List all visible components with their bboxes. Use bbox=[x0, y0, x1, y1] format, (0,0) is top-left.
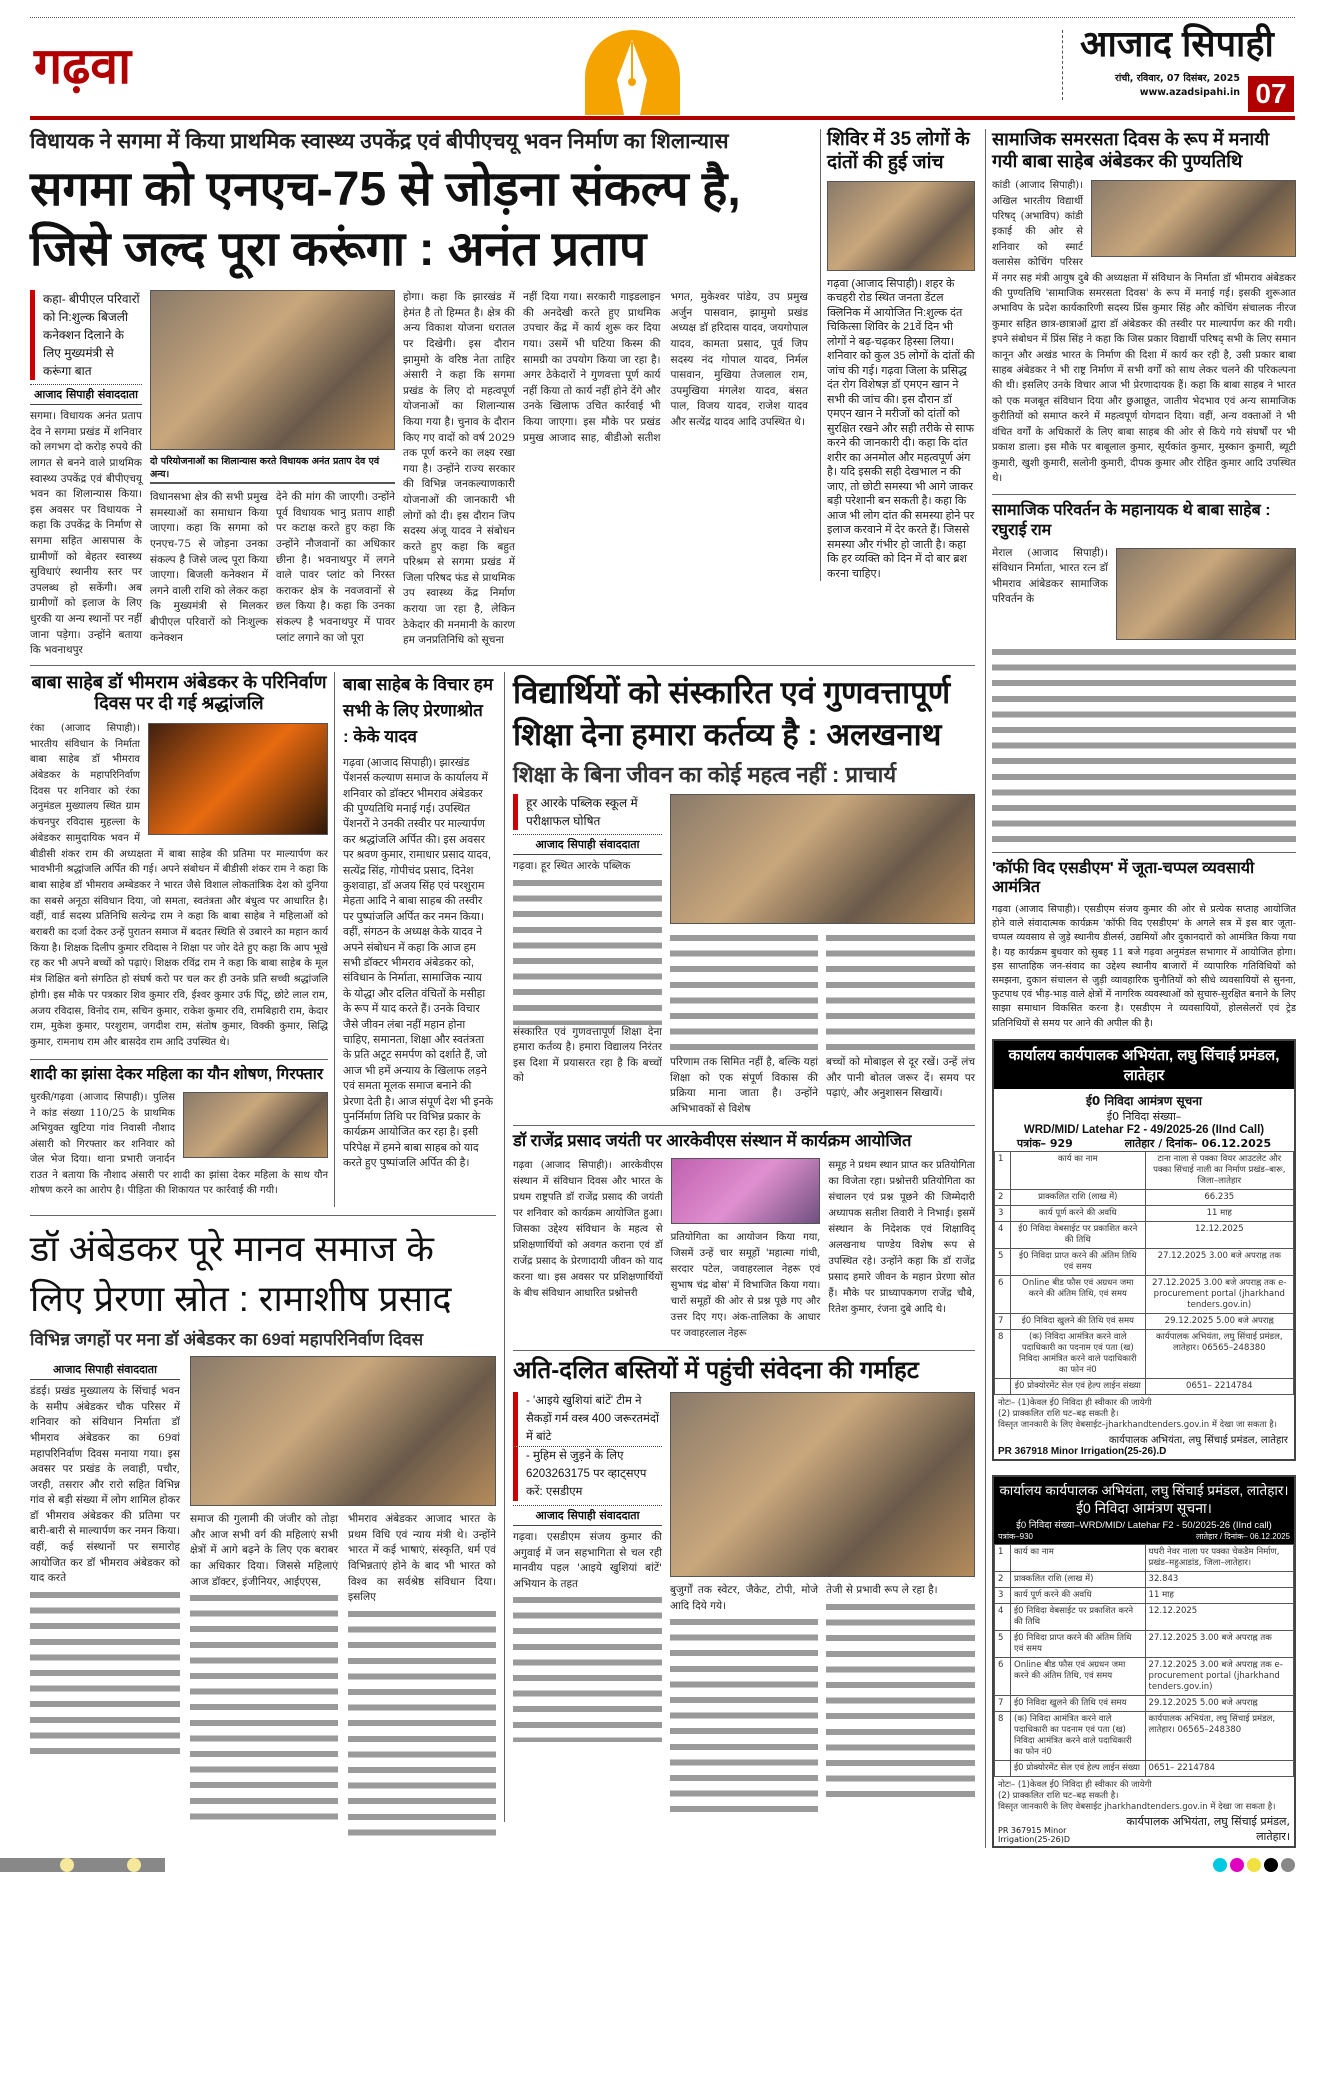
lead-headline: सगमा को एनएच-75 से जोड़ना संकल्प है, जिसे जल्द पूरा करूंगा : अनंत प्रताप bbox=[30, 163, 741, 277]
tender-cell: 66.235 bbox=[1145, 1189, 1293, 1205]
coffee-story bbox=[992, 852, 1296, 1031]
tender1-signatory: कार्यपालक अभियंता, लघु सिंचाई प्रमंडल, लातेहार bbox=[1108, 1434, 1288, 1446]
tender-cell: 27.12.2025 3.00 बजे अपराह्न तक bbox=[1145, 1248, 1293, 1275]
samrasta-text: कांडी (आजाद सिपाही)। अखिल भारतीय विद्यार्थी परिषद् (अभाविप) कांडी इकाई की ओर से शनिवार को स्मार्ट क्लासेस कोचिंग परिसर में नगर सह मंत्री आयुष दुबे की अध्यक्षता में संविधान के निर्माता डॉ भीमराव अंबेडकर की पुण्यतिथि 'सामाजिक समरसता दिवस' के रूप में मनाई गई। इसकी शुरूआत अभाविप के प्रदेश कार्यकारिणी सदस्य प्रिंस कुमार सिंह और कोचिंग संचालक नीरज कुमार सहित छात्र-छात्राओं द्वारा डॉ अंबेडकर की तस्वीर पर माल्यार्पण कर की गयी। इपने संबोधन में प्रिंस सिंह ने कहा कि जिस प्रकार विद्यार्थी परिषद् सभी के लिए समान कानून और अखंड भारत के निर्माण की दिशा में कार्य कर रही है, उसी प्रकार बाबा साहब अंबेडकर ने भी राष्ट्र निर्माण में सभी वर्गों को साथ लेकर चलने की परिकल्पना की थी। इसलिए उनके विचार आज भी प्रेरणादायक हैं। कहा कि बाबा साहब ने भारत को एक मजबूत संविधान दिया और छुआछूत, जातीय भेदभाव एवं अन्य सामाजिक कुरीतियों को समाप्त करने में महत्वपूर्ण योगदान दिया। वहीं, अन्य वक्ताओं ने भी वंचित वर्गों के अधिकारों के लिए बाबा साहब की ओर से किये गये संघर्षों पर भी प्रकाश डाला। इस मौके पर बाबूलाल कुमार, सूर्यकांत कुमार, मुस्कान कुमारी, ब्यूटी कुमारी, खुशी कुमारी, सलोनी कुमारी, दीपक कुमार और रोहित कुमार आदि उपस्थित थे। bbox=[992, 180, 1296, 484]
rajendra-body-2: प्रतियोगिता का आयोजन किया गया, जिसमें उन्हें चार समूहों 'महात्मा गांधी, सरदार पटेल, जवाहरलाल नेहरू एवं सुभाष चंद्र बोस' में विभाजित किया गया। चारों समूहों की ओर से प्रश्न पूछे गए और उत्तर दिए गए। अंक-तालिका के आधार पर जवाहरलाल नेहरू bbox=[670, 1232, 821, 1340]
tender-cell: 12.12.2025 bbox=[1145, 1603, 1293, 1630]
tender1-letter: पत्रांक– 929 bbox=[1016, 1136, 1073, 1150]
tender-row bbox=[995, 1657, 1294, 1695]
tender-ad-2 bbox=[992, 1475, 1296, 1848]
tender-row bbox=[995, 1275, 1294, 1313]
tender-cell: (क) निविदा आमंत्रित करने वाले पदाधिकारी का पदनाम एवं पता (ख) निविदा आमंत्रित करने वाले पदाधिकारी का फोन नं0 bbox=[1011, 1329, 1146, 1378]
ramashish-story bbox=[30, 1215, 496, 1836]
tender-row bbox=[995, 1711, 1294, 1760]
tender-row bbox=[995, 1603, 1294, 1630]
registration-bar bbox=[0, 1858, 165, 1872]
tender-row bbox=[995, 1151, 1294, 1189]
second-row bbox=[30, 666, 975, 1836]
dateline: रांची, रविवार, 07 दिसंबर, 2025 bbox=[1114, 73, 1240, 84]
ramashish-col2-text: समाज की गुलामी की जंजीर को तोड़ा और आज सभी वर्ग की महिलाएं सभी क्षेत्रों में आगे बढ़ने के लिए एक बराबर का अधिकार दिया। जिससे महिलाएं आज डॉक्टर, इंजीनियर, आईएएस, bbox=[190, 1513, 338, 1588]
ramashish-columns bbox=[30, 1356, 496, 1836]
tender-note: नोटः– (1)केवल ई0 निविदा ही स्वीकार की जायेगी bbox=[998, 1397, 1152, 1408]
masthead-divider bbox=[1062, 30, 1063, 100]
tender-note: (2) प्राक्कलित राशि घट–बढ़ सकती है। bbox=[998, 1790, 1119, 1801]
lead-subcolumns bbox=[150, 490, 395, 646]
tender-row bbox=[995, 1378, 1294, 1394]
ramashish-col3 bbox=[348, 1512, 496, 1836]
school-body-continued bbox=[513, 875, 662, 1025]
ramashish-body-continued bbox=[30, 1587, 180, 1757]
samrasta-body bbox=[992, 178, 1296, 486]
rajendra-col2 bbox=[671, 1158, 821, 1342]
tender-note: नोटः– (1)केवल ई0 निविदा ही स्वीकार की जायेगी bbox=[998, 1779, 1152, 1790]
tender-note: (2) प्राक्कलित राशि घट–बढ़ सकती है। bbox=[998, 1408, 1119, 1419]
ramashish-col2 bbox=[190, 1512, 338, 1820]
atidalit-col2-text: बुजुर्गों तक स्वेटर, जैकेट, टोपी, मोजे आदि दिये गये। bbox=[670, 1584, 818, 1612]
tender-cell: कार्य का नाम bbox=[1011, 1544, 1146, 1571]
raghurai-photo bbox=[1116, 548, 1296, 640]
tender-row bbox=[995, 1221, 1294, 1248]
atidalit-body-continued bbox=[513, 1592, 662, 1742]
school-subheadline: शिक्षा के बिना जीवन का कोई महत्व नहीं : प्राचार्य bbox=[513, 761, 897, 787]
tender-cell: 7 bbox=[995, 1313, 1011, 1329]
ramashish-col3-text: भीमराव अंबेडकर आजाद भारत के प्रथम विधि एवं न्याय मंत्री थे। उन्होंने भारत में कई भाषाएं, संस्कृति, धर्म एवं विभिन्नताएं होने के बाद भी भारत को विश्व का सर्वश्रेष्ठ संविधान दिया। इसलिए bbox=[348, 1513, 496, 1604]
right-column bbox=[985, 129, 1296, 1848]
shraddhanjali-body bbox=[30, 721, 328, 1051]
raghurai-headline: सामाजिक परिवर्तन के महानायक थे बाबा साहेब : रघुराई राम bbox=[992, 502, 1271, 539]
atidalit-body: गढ़वा। एसडीएम संजय कुमार की अगुवाई में जन सहभागिता से चल रही मानवीय पहल 'आइये खुशियां बांटें' अभियान के तहत bbox=[513, 1531, 662, 1590]
masthead-meta bbox=[1070, 72, 1240, 100]
raghurai-text: मेराल (आजाद सिपाही)। संविधान निर्माता, भारत रत्न डॉ भीमराव आंबेडकर सामाजिक परिवर्तन के bbox=[992, 546, 1108, 606]
tender-cell: 1 bbox=[995, 1544, 1011, 1571]
samrasta-headline: सामाजिक समरसता दिवस के रूप में मनायी गयी बाबा साहेब अंबेडकर की पुण्यतिथि bbox=[992, 129, 1270, 171]
coffee-headline: 'कॉफी विद एसडीएम' में जूता-चप्पल व्यवसायी आमंत्रित bbox=[992, 859, 1255, 896]
tender2-table bbox=[994, 1544, 1294, 1777]
section-name: गढ़वा bbox=[34, 38, 132, 94]
tender-cell: 5 bbox=[995, 1630, 1011, 1657]
tender-cell: Online बीड फौस एवं अग्रधन जमा करने की अंतिम तिथि, एवं समय bbox=[1011, 1657, 1146, 1695]
tender-cell: 4 bbox=[995, 1603, 1011, 1630]
school-headline: विद्यार्थियों को संस्कारित एवं गुणवत्तापूर्ण शिक्षा देना हमारा कर्तव्य है : अलखनाथ bbox=[513, 674, 951, 752]
school-tail-3: बच्चों को मोबाइल से दूर रखें। उन्हें लंच और पानी बोतल जरूर दें। समय पर पढ़ाएं, और अनुशासन सिखायें। bbox=[826, 1056, 975, 1100]
shadi-body bbox=[30, 1090, 328, 1199]
atidalit-photo bbox=[670, 1392, 975, 1577]
ramashish-headline: डॉ अंबेडकर पूरे मानव समाज के लिए प्रेरणा स्रोत : रामाशीष प्रसाद bbox=[30, 1227, 452, 1319]
lead-body-4: होगा। कहा कि झारखंड में हेमंत है तो हिम्मत है। क्षेत्र की अन्य विकाश योजना धरातल पर दिखेगी। इस दौरान झामुमो के वरिष्ठ नेता ताहिर अंसारी ने कहा कि सगमा प्रखंड के लिए दो महत्वपूर्ण योजनाओं का शिलान्यास किया गया है। चुनाव के दौरान किए गए वादों को वर्ष 2029 तक पूर्ण करने का लक्ष्य रखा गया है। उन्होंने राज्य सरकार की विभिन्न जनकल्याणकारी योजनाओं की जानकारी भी लोगों को दी। इस दौरान जिप सदस्य अंजू यादव ने संबोधन करते हुए कहा कि बहुत परिश्रम से सगमा प्रखंड में जिला परिषद फंड से प्राथमिक उप स्वास्थ्य केंद्र निर्माण कराया जा रहा है, लेकिन ठेकेदार की मनमानी के कारण हम जनप्रतिनिधि को सूचना bbox=[403, 291, 515, 647]
raghurai-body-continued bbox=[992, 644, 1296, 844]
tender-cell: 3 bbox=[995, 1205, 1011, 1221]
left-block-columns bbox=[30, 672, 496, 1207]
tender-cell: ई0 प्रोक्योरमेंट सेल एवं हेल्प लाईन संख्या bbox=[1011, 1378, 1146, 1394]
tender-row bbox=[995, 1205, 1294, 1221]
rajendra-story bbox=[513, 1125, 975, 1342]
left-col-a bbox=[30, 672, 335, 1207]
tender1-title: ई0 निविदा आमंत्रण सूचना bbox=[1085, 1093, 1203, 1108]
tender-cell: ई0 प्रोक्योरमेंट सेल एवं हेल्प लाईन संख्या bbox=[1011, 1760, 1146, 1776]
tender-row bbox=[995, 1544, 1294, 1571]
tender-cell: कार्यपालक अभियंता, लघु सिंचाई प्रमंडल, लातेहार। 06565–248380 bbox=[1145, 1711, 1293, 1760]
kkyadav-body: गढ़वा (आजाद सिपाही)। झारखंड पेंशनर्स कल्याण समाज के कार्यालय में शनिवार को डॉक्टर भीमराव अंबेडकर की पुण्यतिथि मनाई गई। उपस्थित पेंशनरों ने उनकी तस्वीर पर माल्यार्पण कर श्रद्धांजलि अर्पित की। इस अवसर पर श्रवण कुमार, रामाधार प्रसाद यादव, सत्येंद्र सिंह, गोपीचंद प्रसाद, दिनेश कुशवाहा, डॉ अजय सिंह एवं परशुराम मेहता आदि ने बाबा साहब की तस्वीर पर पुष्पांजलि अर्पित कर नमन किया। वहीं, संगठन के अध्यक्ष केके यादव ने अपने संबोधन में कहा कि आज हम सभी डॉक्टर भीमराव अंबेडकर को, संविधान के निर्माता, सामाजिक न्याय के योद्धा और दलित वंचितों के मसीहा के रूप में याद करते हैं। उनके विचार जैसे जीवन लंबा नहीं महान होना चाहिए, समानता, शिक्षा और स्वतंत्रता के प्रति अटूट समर्पण को दर्शाते हैं, जो आज भी हमें अन्याय के खिलाफ लड़ने एवं समता मूलक समाज बनाने की प्रेरणा देती है। आज संपूर्ण देश भी इनके पुनर्निर्माण तिथि पर विभिन्न प्रकार के कार्यक्रम आयोजित कर रहा है। इसी परिपेक्ष में हमने बाबा साहब को याद करते हुए पुष्पांजलि अर्पित की है। bbox=[343, 756, 493, 1170]
lead-kicker: विधायक ने सगमा में किया प्राथमिक स्वास्थ्य उपकेंद्र एवं बीपीएचयू भवन निर्माण का शिलान्यास bbox=[30, 130, 729, 153]
tender-cell: 0651– 2214784 bbox=[1145, 1378, 1293, 1394]
tender-cell: टाना नाला से पक्का वियर आउटलेट और पक्का सिंचाई नाली का निर्माण प्रखंड–बारू, जिला–लातेहार bbox=[1145, 1151, 1293, 1189]
ramashish-col3-continued bbox=[348, 1606, 496, 1836]
school-col3-fill bbox=[826, 930, 975, 1055]
dental-headline: शिविर में 35 लोगों के दांतों की हुई जांच bbox=[827, 129, 970, 173]
tender1-date: लातेहार / दिनांक– 06.12.2025 bbox=[1124, 1136, 1272, 1150]
atidalit-col2-continued bbox=[670, 1614, 818, 1814]
tender1-pr: PR 367918 Minor Irrigation(25-26).D bbox=[998, 1445, 1167, 1457]
tender2-header bbox=[994, 1477, 1294, 1544]
tender2-pr: PR 367915 Minor Irrigation(25-26)D bbox=[998, 1825, 1070, 1844]
atidalit-subcolumns bbox=[670, 1583, 975, 1814]
atidalit-col3-continued bbox=[826, 1599, 975, 1799]
left-block bbox=[30, 672, 496, 1836]
tender-cell: 2 bbox=[995, 1571, 1011, 1587]
school-sidebar bbox=[513, 794, 662, 1087]
page-number: 07 bbox=[1248, 76, 1294, 112]
tender-cell: 8 bbox=[995, 1711, 1011, 1760]
atidalit-highlight-1: - 'आइये खुशियां बांटें' टीम ने सैकड़ों गर्म वस्त्र 400 जरूरतमंदों में बांटे bbox=[513, 1392, 662, 1446]
dental-story bbox=[820, 129, 975, 581]
school-columns bbox=[513, 794, 975, 1117]
tender-cell bbox=[995, 1760, 1011, 1776]
atidalit-col2 bbox=[670, 1583, 818, 1814]
shraddhanjali-text: रंका (आजाद सिपाही)। भारतीय संविधान के निर्माता बाबा साहेब डॉ भीमराव अंबेडकर के महापरिनिर्वाण दिवस पर शनिवार को रंका अनुमंडल मुख्यालय स्थित ग्राम कंचनपुर रविदास मुहल्ला के अंबेडकर सामुदायिक भवन में बीडीसी शंकर राम की अध्यक्षता में बाबा साहेब की प्रतिमा पर माल्यार्पण कर भावभीनी श्रद्धांजलि अर्पित की गई। अपने संबोधन में बीडीसी शंकर राम ने कहा कि बाबा साहेब डॉ भीमराव अम्बेडकर ने भारत जैसे विशाल लोकतांत्रिक देश को दुनिया का सबसे अनूठा संविधान दिया, जो समता, स्वतंत्रता और बंधुत्व पर आधारित है। वहीं, वार्ड सदस्य प्रतिनिधि सत्येन्द्र राम ने कहा कि बाबा साहेब ने महिलाओं को बराबरी का दर्जा देकर उन्हें पुरातन समाज में बदतर स्थिति से उबारने का महान कार्य किया है। शिक्षक दिलीप कुमार रविदास ने शिक्षा पर जोर देते हुए कहा कि आप भूखे रह कर भी अपने बच्चों को पढ़ाएं। शिक्षक रविंद्र राम ने कहा कि बाबा साहेब के मूल मंत्र शिक्षित बनो संगठित हो संघर्ष करो पर चल कर ही उनके प्रति सच्ची श्रद्धांजलि होगी। इस मौके पर पत्रकार शिव कुमार रवि, ईश्वर कुमार उर्फ पिंटू, छोटे लाल राम, अजय रविदास, विनोद राम, सचिन कुमार, राकेश कुमार रवि, रामबिहारी राम, केदार राम, मुकेश कुमार, परशुराम, जगदीश राम, संतोष कुमार, विक्की कुमार, सिद्धि कुमार, रामनाथ राम और बासदेव राम आदि उपस्थित थे। bbox=[30, 722, 328, 1048]
lead-body-1: सगमा। विधायक अनंत प्रताप देव ने सगमा प्रखंड में शनिवार को लगभग दो करोड़ रुपये की लागत से बनने वाले प्राथमिक स्वास्थ्य उपकेंद्र एवं बीपीएचयू भवन का शिलान्यास किया। इस अवसर पर विधायक ने कहा कि उपकेंद्र के निर्माण से सगमा सहित आसपास के ग्रामीणों को बेहतर स्वास्थ्य सुविधाएं स्थानीय स्तर पर उपलब्ध हो सकेंगी। अब ग्रामीणों को इलाज के लिए धुरकी या अन्य स्थानों पर नहीं जाना पड़ेगा। उन्होंने बताया कि भवनाथपुर bbox=[30, 410, 142, 657]
tender-cell: प्राक्कलित राशि (लाख में) bbox=[1011, 1571, 1146, 1587]
atidalit-col3-text: तेजी से प्रभावी रूप ले रहा है। bbox=[826, 1584, 938, 1597]
atidalit-byline: आजाद सिपाही संवाददाता bbox=[513, 1505, 662, 1526]
samrasta-story bbox=[992, 129, 1296, 486]
tender-note: विस्तृत जानकारी के लिए वेबसाईट jharkhandtenders.gov.in में देखा जा सकता है। bbox=[998, 1801, 1276, 1812]
tender-cell: घघरी नेवर नाला पर पक्का चेकडैम निर्माण, प्रखंड–महुआडांड, जिला–लातेहार। bbox=[1145, 1544, 1293, 1571]
tender1-no-label: ई0 निविदा संख्या– bbox=[1106, 1109, 1182, 1123]
shraddhanjali-story bbox=[30, 672, 328, 1051]
lead-story bbox=[30, 129, 812, 659]
registration-strip bbox=[0, 1848, 1325, 1882]
tender1-table bbox=[994, 1151, 1294, 1395]
tender-cell: 8 bbox=[995, 1329, 1011, 1378]
shadi-story bbox=[30, 1059, 328, 1199]
school-photo bbox=[670, 794, 975, 924]
tender2-footer bbox=[994, 1814, 1294, 1846]
tender-cell: 27.12.2025 3.00 बजे अपराह्न तक bbox=[1145, 1630, 1293, 1657]
tender2-office: कार्यालय कार्यपालक अभियंता, लघु सिंचाई प्रमंडल, लातेहार। bbox=[999, 1482, 1289, 1498]
tender-cell: 3 bbox=[995, 1587, 1011, 1603]
school-tail-2: परिणाम तक सिमित नहीं है, बल्कि यहां शिक्षा को एक संपूर्ण विकास की प्रक्रिया माना जाता है। उन्होंने अभिभावकों से विशेष bbox=[670, 1056, 818, 1115]
tender-row bbox=[995, 1313, 1294, 1329]
lead-photo-block bbox=[150, 290, 395, 646]
tender2-number: ई0 निविदा संख्या–WRD/MID/ Latehar F2 - 50/2025-26 (IInd call) bbox=[1016, 1519, 1272, 1531]
lead-body-5: नहीं दिया गया। सरकारी गाइडलाइन की अनदेखी करते हुए प्राथमिक उपचार केंद्र में कार्य शुरू कर दिया गया। उसमें भी घटिया किस्म की सामग्री का उपयोग किया जा रहा है। अगर ठेकेदारों ने गुणवत्ता पूर्ण कार्य नहीं किया तो कार्य नहीं होने देंगे और उनके खिलाफ उचित कार्रवाई भी किया जाएगा। इस मौके पर प्रखंड प्रमुख आजाद साह, बीडीओ सतीश भगत, मुकेश्वर पांडेय, उप प्रमुख अर्जुन पासवान, झामुमो प्रखंड अध्यक्ष डॉ हरिदास यादव, जयगोपाल यादव, कामता प्रसाद, पूर्व जिप सदस्य नंद गोपाल यादव, निर्मल पासवान, मुखिया तेजलाल राम, उपमुखिया मंगलेश यादव, बंसत पाल, विजय यादव, राजेश यादव और सत्येंद्र यादव आदि उपस्थित थे। bbox=[523, 291, 808, 444]
samrasta-photo bbox=[1091, 180, 1296, 257]
tender-row bbox=[995, 1329, 1294, 1378]
shraddhanjali-photo bbox=[148, 723, 328, 835]
tender-cell: ई0 निविदा वेबसाईट पर प्रकाशित करने की तिथि bbox=[1011, 1603, 1146, 1630]
tender1-office: कार्यालय कार्यपालक अभियंता, लघु सिंचाई प्रमंडल, लातेहार bbox=[994, 1041, 1294, 1089]
tender-cell: (क) निविदा आमंत्रित करने वाले पदाधिकारी का पदनाम एवं पता (ख) निविदा आमंत्रित करने वाले पदाधिकारी का फोन नं0 bbox=[1011, 1711, 1146, 1760]
ramashish-subcolumns bbox=[190, 1512, 496, 1836]
tender-cell: 5 bbox=[995, 1248, 1011, 1275]
lead-columns bbox=[30, 290, 812, 659]
tender-cell: ई0 निविदा खुलने की तिथि एवं समय bbox=[1011, 1695, 1146, 1711]
tender-cell: 0651– 2214784 bbox=[1145, 1760, 1293, 1776]
lead-highlight: कहा- बीपीएल परिवारों को नि:शुल्क बिजली कनेक्शन दिलाने के लिए मुख्यमंत्री से करूंगा बात bbox=[30, 290, 142, 380]
tender-cell: 2 bbox=[995, 1189, 1011, 1205]
tender-cell: 32.843 bbox=[1145, 1571, 1293, 1587]
tender-row bbox=[995, 1695, 1294, 1711]
school-byline: आजाद सिपाही संवाददाता bbox=[513, 834, 662, 855]
tender-cell: ई0 निविदा खुलने की तिथि एवं समय bbox=[1011, 1313, 1146, 1329]
tender-cell: ई0 निविदा प्राप्त करने की अंतिम तिथि एवं समय bbox=[1011, 1248, 1146, 1275]
ramashish-col1 bbox=[30, 1356, 180, 1757]
atidalit-story bbox=[513, 1350, 975, 1814]
tender2-title: ई0 निविदा आमंत्रण सूचना। bbox=[1076, 1499, 1212, 1516]
kkyadav-story bbox=[343, 672, 493, 1172]
lead-sidebar bbox=[30, 290, 142, 659]
school-body-lead: गढ़वा। हूर स्थित आरके पब्लिक bbox=[513, 860, 631, 873]
tender-cell: कार्य पूर्ण करने की अवधि bbox=[1011, 1587, 1146, 1603]
tender-cell: 11 माह bbox=[1145, 1205, 1293, 1221]
tender2-signatory: कार्यपालक अभियंता, लघु सिंचाई प्रमंडल, लातेहार। bbox=[1126, 1814, 1290, 1843]
masthead-rule bbox=[30, 116, 1295, 120]
registration-dot bbox=[127, 1858, 141, 1872]
tender-row bbox=[995, 1630, 1294, 1657]
tender-cell: 6 bbox=[995, 1657, 1011, 1695]
atidalit-headline: अति-दलित बस्तियों में पहुंची संवेदना की गर्माहट bbox=[513, 1357, 919, 1385]
top-row bbox=[30, 129, 975, 666]
tender2-letter: पत्रांक–930 bbox=[998, 1531, 1033, 1541]
website[interactable]: www.azadsipahi.in bbox=[1139, 87, 1240, 98]
shadi-text: धुरकी/गढ़वा (आजाद सिपाही)। पुलिस ने कांड संख्या 110/25 के प्राथमिक अभियुक्त खुटिया गांव निवासी नौशाद अंसारी को गिरफ्तार कर शनिवार को जेल भेज दिया। थाना प्रभारी जनार्दन राउत ने बताया कि नौशाद अंसारी पर शादी का झांसा देकर महिला के साथ यौन शोषण करने का आरोप है। पीड़िता की शिकायत पर कार्रवाई की गयी। bbox=[30, 1092, 328, 1197]
kkyadav-headline: बाबा साहेब के विचार हम सभी के लिए प्रेरणाश्रोत : केके यादव bbox=[343, 674, 493, 746]
tender-row bbox=[995, 1571, 1294, 1587]
tender-cell: कार्य पूर्ण करने की अवधि bbox=[1011, 1205, 1146, 1221]
masthead bbox=[0, 0, 1325, 125]
color-registration-marks bbox=[1213, 1858, 1295, 1872]
tender-note: विस्तृत जानकारी के लिए वेबसाईट–jharkhandtenders.gov.in में देखा जा सकता है। bbox=[998, 1419, 1277, 1430]
school-highlight: हूर आरके पब्लिक स्कूल में परीक्षाफल घोषित bbox=[513, 794, 662, 830]
tender-row bbox=[995, 1189, 1294, 1205]
tender2-notes bbox=[994, 1777, 1294, 1814]
tender-cell: 1 bbox=[995, 1151, 1011, 1189]
registration-dot bbox=[60, 1858, 74, 1872]
center-column bbox=[504, 672, 975, 1823]
tender-cell: 27.12.2025 3.00 बजे अपराह्न तक e-procurement portal (jharkhand tenders.gov.in) bbox=[1145, 1275, 1293, 1313]
tender2-letter-row bbox=[998, 1531, 1290, 1542]
tender-cell: 12.12.2025 bbox=[1145, 1221, 1293, 1248]
tender-cell: ई0 निविदा वेबसाईट पर प्रकाशित करने की तिथि bbox=[1011, 1221, 1146, 1248]
tender-cell: ई0 निविदा प्राप्त करने की अंतिम तिथि एवं समय bbox=[1011, 1630, 1146, 1657]
rajendra-headline: डॉ राजेंद्र प्रसाद जयंती पर आरकेवीएस संस्थान में कार्यक्रम आयोजित bbox=[513, 1132, 912, 1151]
left-main bbox=[30, 129, 975, 1836]
school-col3 bbox=[826, 930, 975, 1102]
lead-body-3: देने की मांग की जाएगी। उन्होंने पूर्व विधायक भानु प्रताप शाही पर कटाक्ष करते हुए कहा कि उन्होंने नौजवानों का अधिकार छीना है। भवनाथपुर में लगने वाले पावर प्लांट को निरस्त कराकर क्षेत्र के नवजवानों से छल किया है। कहा कि उनका संकल्प है भवनाथपुर में पावर प्लांट लगाने का जो पूरा bbox=[276, 491, 395, 644]
lead-photo-caption: दो परियोजनाओं का शिलान्यास करते विधायक अनंत प्रताप देव एवं अन्य। bbox=[150, 452, 395, 484]
school-subcolumns bbox=[670, 930, 975, 1117]
registration-dot bbox=[1213, 1858, 1227, 1872]
lead-photo bbox=[150, 290, 395, 450]
paper-name: आजाद सिपाही bbox=[1080, 23, 1274, 64]
coffee-body: गढ़वा (आजाद सिपाही)। एसडीएम संजय कुमार की ओर से प्रत्येक सप्ताह आयोजित होने वाले संवादात्मक कार्यक्रम 'कॉफी विद एसडीएम' के अगले सत्र में इस बार जूता-चप्पल व्यवसाय से जुड़े स्थानीय डीलर्स, उद्यमियों और दुकानदारों को आमंत्रित किया गया है। यह कार्यक्रम बुधवार को सुबह 11 बजे गढ़वा अनुमंडल सभागार में आयोजित होगा। इस साप्ताहिक जन-संवाद का उद्देश्य स्थानीय बाजारों में व्यापारिक गतिविधियों को समझना, दुकान संचालन से जुड़ी व्यावहारिक चुनौतियों को सीधे व्यवसायियों से सुनना, फुटपाथ एवं भीड़-भाड़ वाले क्षेत्रों में नागरिक व्यवस्थाओं को सुचारु-सुरक्षित बनाने के लिए साझा समाधान विकसित करना है। एसडीएम ने व्यवसायियों, होलसेलरों एवं ट्रेड प्रतिनिधियों से समय पर आने की अपील की है। bbox=[992, 904, 1296, 1029]
tender-cell: 29.12.2025 5.00 बजे अपराह्न bbox=[1145, 1313, 1293, 1329]
rajendra-columns bbox=[513, 1158, 975, 1342]
tender-cell: कार्यपालक अभियंता, लघु सिंचाई प्रमंडल, लातेहार। 06565–248380 bbox=[1145, 1329, 1293, 1378]
ramashish-right bbox=[190, 1356, 496, 1836]
tender-cell: 6 bbox=[995, 1275, 1011, 1313]
tender-cell: 7 bbox=[995, 1695, 1011, 1711]
tender1-number: WRD/MID/ Latehar F2 - 49/2025-26 (IInd Call) bbox=[1023, 1123, 1265, 1136]
school-tail-1: संस्कारित एवं गुणवत्तापूर्ण शिक्षा देना हमारा कर्तव्य है। हमारा विद्यालय निरंतर इस दिशा में प्रयासरत रहा है कि बच्चों को bbox=[513, 1025, 662, 1085]
tender-cell: कार्य का नाम bbox=[1011, 1151, 1146, 1189]
registration-dot bbox=[1281, 1858, 1295, 1872]
tender-row bbox=[995, 1248, 1294, 1275]
tender1-notes bbox=[994, 1395, 1294, 1432]
ramashish-photo bbox=[190, 1356, 496, 1506]
shadi-headline: शादी का झांसा देकर महिला का यौन शोषण, गिरफ्तार bbox=[30, 1065, 324, 1083]
main-area bbox=[0, 125, 1325, 1848]
tender-ad-1 bbox=[992, 1039, 1296, 1461]
atidalit-col3 bbox=[826, 1583, 975, 1799]
atidalit-col1 bbox=[513, 1392, 662, 1742]
tender-cell: 29.12.2025 5.00 बजे अपराह्न bbox=[1145, 1695, 1293, 1711]
raghurai-body bbox=[992, 546, 1296, 608]
shraddhanjali-headline: बाबा साहेब डॉ भीमराम अंबेडकर के परिनिर्वाण दिवस पर दी गई श्रद्धांजलि bbox=[31, 671, 327, 714]
tender-cell bbox=[995, 1378, 1011, 1394]
tender-cell: Online बीड फौस एवं अग्रधन जमा करने की अंतिम तिथि, एवं समय bbox=[1011, 1275, 1146, 1313]
lead-byline: आजाद सिपाही संवाददाता bbox=[30, 384, 142, 405]
tender-cell: 27.12.2025 3.00 बजे अपराह्न तक e-procurement portal (jharkhand tenders.gov.in) bbox=[1145, 1657, 1293, 1695]
top-rule bbox=[30, 17, 1295, 18]
registration-dot bbox=[1230, 1858, 1244, 1872]
atidalit-columns bbox=[513, 1392, 975, 1814]
school-col2-fill bbox=[670, 930, 818, 1055]
pen-nib-icon bbox=[585, 30, 680, 115]
ramashish-body: डंडई। प्रखंड मुख्यालय के सिंचाई भवन के समीप अंबेडकर चौक परिसर में शनिवार को संविधान निर्माता डॉ भीमराव अंबेडकर का 69वां महापरिनिर्वाण दिवस मनाया गया। इस अवसर पर प्रखंड के लवाही, पचौर, जरही, तसरार और रारो सहित विभिन्न गांव से बड़ी संख्या में लोग शामिल होकर डॉ भीमराव अंबेडकर की प्रतिमा पर बारी-बारी से माल्यार्पण कर नमन किया। वहीं, कई संस्थानों पर समारोह आयोजित कर डॉ भीमराव अंबेडकर को याद करते bbox=[30, 1385, 180, 1585]
registration-dot bbox=[1247, 1858, 1261, 1872]
registration-dot bbox=[1264, 1858, 1278, 1872]
tender1-letter-row bbox=[994, 1136, 1294, 1151]
tender-cell: 11 माह bbox=[1145, 1587, 1293, 1603]
dental-body: गढ़वा (आजाद सिपाही)। शहर के कचहरी रोड स्थित जनता डेंटल क्लिनिक में आयोजित नि:शुल्क दंत चिकित्सा शिविर के 21वें दिन भी लोगों ने बढ़-चढ़कर हिस्सा लिया। शनिवार को कुल 35 लोगों के दांतों की जांच की गई। गढ़वा जिला के प्रसिद्ध दंत रोग विशेषज्ञ डॉ एमएन खान ने सभी की जांच की। इस दौरान डॉ एमएन खान ने मरीजों को दांतों को सुरक्षित रखने और सही तरीके से साफ करने की जानकारी दी। कहा कि दांत शरीर का अनमोल और महत्वपूर्ण अंग है। यदि इसकी सही देखभाल न की जाए, तो छोटी समस्या भी आगे जाकर बड़ी परेशानी बन सकती है। कहा कि आज भी लोग दांत की समस्या होने पर इलाज करवाने में देर करते हैं। जिससे समस्या और गंभीर हो जाती है। कहा कि हर व्यक्ति को दिन में दो बार ब्रश करना चाहिए। bbox=[827, 277, 975, 580]
tender-cell: प्राक्कलित राशि (लाख में) bbox=[1011, 1189, 1146, 1205]
tender-row bbox=[995, 1760, 1294, 1776]
dental-photo bbox=[827, 181, 975, 271]
school-col2 bbox=[670, 930, 818, 1117]
ramashish-byline: आजाद सिपाही संवाददाता bbox=[30, 1360, 180, 1380]
ramashish-col2-continued bbox=[190, 1590, 338, 1820]
rajendra-photo bbox=[671, 1158, 821, 1224]
tender-cell: 4 bbox=[995, 1221, 1011, 1248]
rajendra-body-3: समूह ने प्रथम स्थान प्राप्त कर प्रतियोगिता का विजेता रहा। प्रश्नोत्तरी प्रतियोगिता का संचालन एवं प्रश्न पूछने की जिम्मेदारी अध्यापक सतीश तिवारी ने निभाई। इसमें संस्थान के निदेशक एवं शिक्षाविद् अलखनाथ पाण्डेय विशेष रूप से उपस्थित रहे। उन्होंने कहा कि डॉ राजेंद्र प्रसाद हमारे जीवन के महान प्रेरणा स्रोत हैं। मौके पर प्राध्यापकगण राजेंद्र चौबे, रितेश कुमार, रंजना दुबे आदि थे। bbox=[828, 1160, 976, 1316]
atidalit-highlight-2: - मुहिम से जुड़ने के लिए 6203263175 पर व्हाट्सएप करें: एसडीएम bbox=[513, 1446, 662, 1501]
rajendra-body-1: गढ़वा (आजाद सिपाही)। आरकेवीएस संस्थान में संविधान दिवस और भारत के प्रथम राष्ट्रपति डॉ राजेंद्र प्रसाद की जयंती पर शनिवार को कार्यक्रम आयोजित हुआ। जिसका उद्देश्य संविधान के महत्व से प्रशिक्षणार्थियों को अवगत कराना एवं डॉ राजेंद्र प्रसाद के प्रेरणादायी जीवन को याद करना था। इस अवसर पर प्रशिक्षणार्थियों के बीच संविधान आधारित प्रश्नोत्तरी bbox=[513, 1160, 663, 1300]
ramashish-subheadline: विभिन्न जगहों पर मना डॉ अंबेडकर का 69वां महापरिनिर्वाण दिवस bbox=[30, 1329, 424, 1349]
tender2-date: लातेहार / दिनांक– 06.12.2025 bbox=[1195, 1531, 1290, 1541]
school-right bbox=[670, 794, 975, 1117]
tender-row bbox=[995, 1587, 1294, 1603]
shadi-photo bbox=[183, 1092, 328, 1158]
lead-body-2: विधानसभा क्षेत्र की सभी प्रमुख समस्याओं का समाधान किया जाएगा। कहा कि सगमा को एनएच-75 से जोड़ना उनका संकल्प है जिसे जल्द पूरा किया जाएगा। बिजली कनेक्शन में लगने वाली राशि को लेकर कहा कि मुख्यमंत्री से मिलकर बीपीएल परिवारों को निःशुल्क कनेक्शन bbox=[150, 491, 268, 644]
school-story bbox=[513, 672, 975, 1118]
atidalit-right bbox=[670, 1392, 975, 1814]
raghurai-story bbox=[992, 494, 1296, 843]
